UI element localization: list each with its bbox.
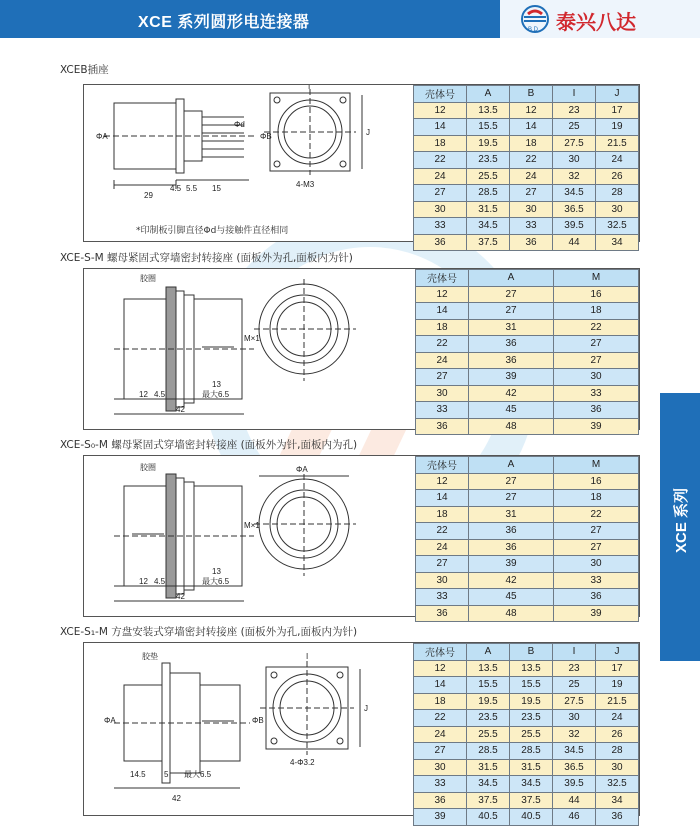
dim-phiB: ΦB [252,716,264,725]
table-row: 18 31 22 [416,506,639,523]
table-row: 14 27 18 [416,490,639,507]
section-3-panel [83,455,640,617]
table-row: 22 36 27 [416,523,639,540]
table-row: 30 42 33 [416,572,639,589]
table-row: 18 19.5 18 27.5 21.5 [414,135,639,152]
table-row: 22 23.5 23.5 30 24 [414,710,639,727]
table-header: J [596,86,639,103]
dim-phid: Φd [234,120,245,129]
table-header: A [467,86,510,103]
table-header: A [469,457,554,474]
table-row: 14 15.5 14 25 19 [414,119,639,136]
table-row: 12 13.5 12 23 17 [414,102,639,119]
section-1-label: XCEB插座 [60,64,109,76]
xce-s0-m-drawing [84,456,424,616]
table-row: 33 34.5 33 39.5 32.5 [414,218,639,235]
dim-4-5: 4.5 [154,390,166,399]
section-1-panel [83,84,640,248]
table-row: 27 28.5 27 34.5 28 [414,185,639,202]
section-2-table [415,269,639,435]
dim-13: 13 [212,567,221,576]
table-header: 壳体号 [416,270,469,287]
table-row: 30 31.5 31.5 36.5 30 [414,759,639,776]
dim-13: 13 [212,380,221,389]
dim-mx1: M×1 [244,334,260,343]
dim-15: 15 [212,184,221,193]
section-2-panel [83,268,640,430]
dim-4-phi3-2: 4-Φ3.2 [290,758,315,767]
section-2-label: XCE-S-M 螺母紧固式穿墙密封转接座 (面板外为孔,面板内为针) [60,252,353,264]
table-row: 36 37.5 36 44 34 [414,234,639,251]
table-row: 24 36 27 [416,539,639,556]
dim-J: J [366,128,370,137]
table-row: 14 27 18 [416,303,639,320]
dim-14-5: 14.5 [130,770,146,779]
table-row: 12 13.5 13.5 23 17 [414,660,639,677]
dim-phiA: ΦA [296,465,308,474]
page-title: XCE 系列圆形电连接器 [138,14,310,31]
dim-max6-5: 最大6.5 [184,770,212,779]
table-row: 30 42 33 [416,385,639,402]
dim-J: J [364,704,368,713]
table-header: A [469,270,554,287]
xce-s1-m-drawing [84,643,424,815]
table-header: A [467,644,510,661]
table-header: J [596,644,639,661]
dim-phiB: ΦB [260,132,272,141]
table-row: 36 48 39 [416,418,639,435]
table-row: 18 19.5 19.5 27.5 21.5 [414,693,639,710]
table-row: 22 23.5 22 30 24 [414,152,639,169]
table-row: 33 45 36 [416,589,639,606]
table-header: 壳体号 [414,644,467,661]
table-row: 24 25.5 24 32 26 [414,168,639,185]
section-4-table [413,643,639,826]
dim-max6-5: 最大6.5 [202,577,230,586]
section-4-label: XCE-S₁-M 方盘安装式穿墙密封转接座 (面板外为孔,面板内为针) [60,626,358,638]
dim-I: I [308,85,311,91]
table-row: 27 28.5 28.5 34.5 28 [414,743,639,760]
section-3-table [415,456,639,622]
dim-12: 12 [139,577,148,586]
table-row: 30 31.5 30 36.5 30 [414,201,639,218]
dim-5-5: 5.5 [186,184,198,193]
dim-rubber-ring: 胶圈 [140,463,156,472]
dim-42: 42 [176,405,185,414]
table-row: 14 15.5 15.5 25 19 [414,677,639,694]
table-row: 33 34.5 34.5 39.5 32.5 [414,776,639,793]
xceb-drawing [84,85,424,241]
dim-4-5: 4.5 [170,184,182,193]
table-row: 27 39 30 [416,369,639,386]
series-side-tab [660,393,700,661]
dim-max6-5: 最大6.5 [202,390,230,399]
dim-4-5: 4.5 [154,577,166,586]
dim-5: 5 [164,770,169,779]
section-4-panel [83,642,640,823]
table-header: M [554,270,639,287]
xce-s-m-drawing [84,269,424,429]
table-header: B [510,86,553,103]
dim-12: 12 [139,390,148,399]
section-1-note: *印制板引脚直径Φd与接触件直径相同 [136,226,289,236]
table-row: 24 36 27 [416,352,639,369]
table-row: 24 25.5 25.5 32 26 [414,726,639,743]
table-row: 18 31 22 [416,319,639,336]
table-row: 12 27 16 [416,286,639,303]
dim-phiA: ΦA [96,132,108,141]
table-row: 36 48 39 [416,605,639,622]
dim-42: 42 [176,592,185,601]
dim-gasket: 胶垫 [142,652,158,661]
table-row: 12 27 16 [416,473,639,490]
dim-4m3: 4-M3 [296,180,315,189]
dim-I: I [306,652,309,661]
brand-emblem-icon [520,4,550,34]
brand-name: 泰兴八达 [556,10,636,34]
dim-29: 29 [144,191,153,200]
table-header: M [554,457,639,474]
table-header: 壳体号 [414,86,467,103]
dim-mx1: M×1 [244,521,260,530]
table-row: 27 39 30 [416,556,639,573]
page-header [0,0,700,38]
dim-rubber-ring: 胶圈 [140,274,156,283]
table-row: 36 37.5 37.5 44 34 [414,792,639,809]
section-1-table [413,85,639,251]
table-row: 22 36 27 [416,336,639,353]
table-row: 39 40.5 40.5 46 36 [414,809,639,826]
section-3-label: XCE-S₀-M 螺母紧固式穿墙密封转接座 (面板外为针,面板内为孔) [60,439,358,451]
logo-letters: B D [528,27,539,33]
table-row: 33 45 36 [416,402,639,419]
dim-42: 42 [172,794,181,803]
table-header: 壳体号 [416,457,469,474]
brand-logo [500,0,700,38]
table-header: I [553,86,596,103]
dim-phiA: ΦA [104,716,116,725]
series-side-label: XCE 系列 [673,487,690,553]
table-header: I [553,644,596,661]
table-header: B [510,644,553,661]
